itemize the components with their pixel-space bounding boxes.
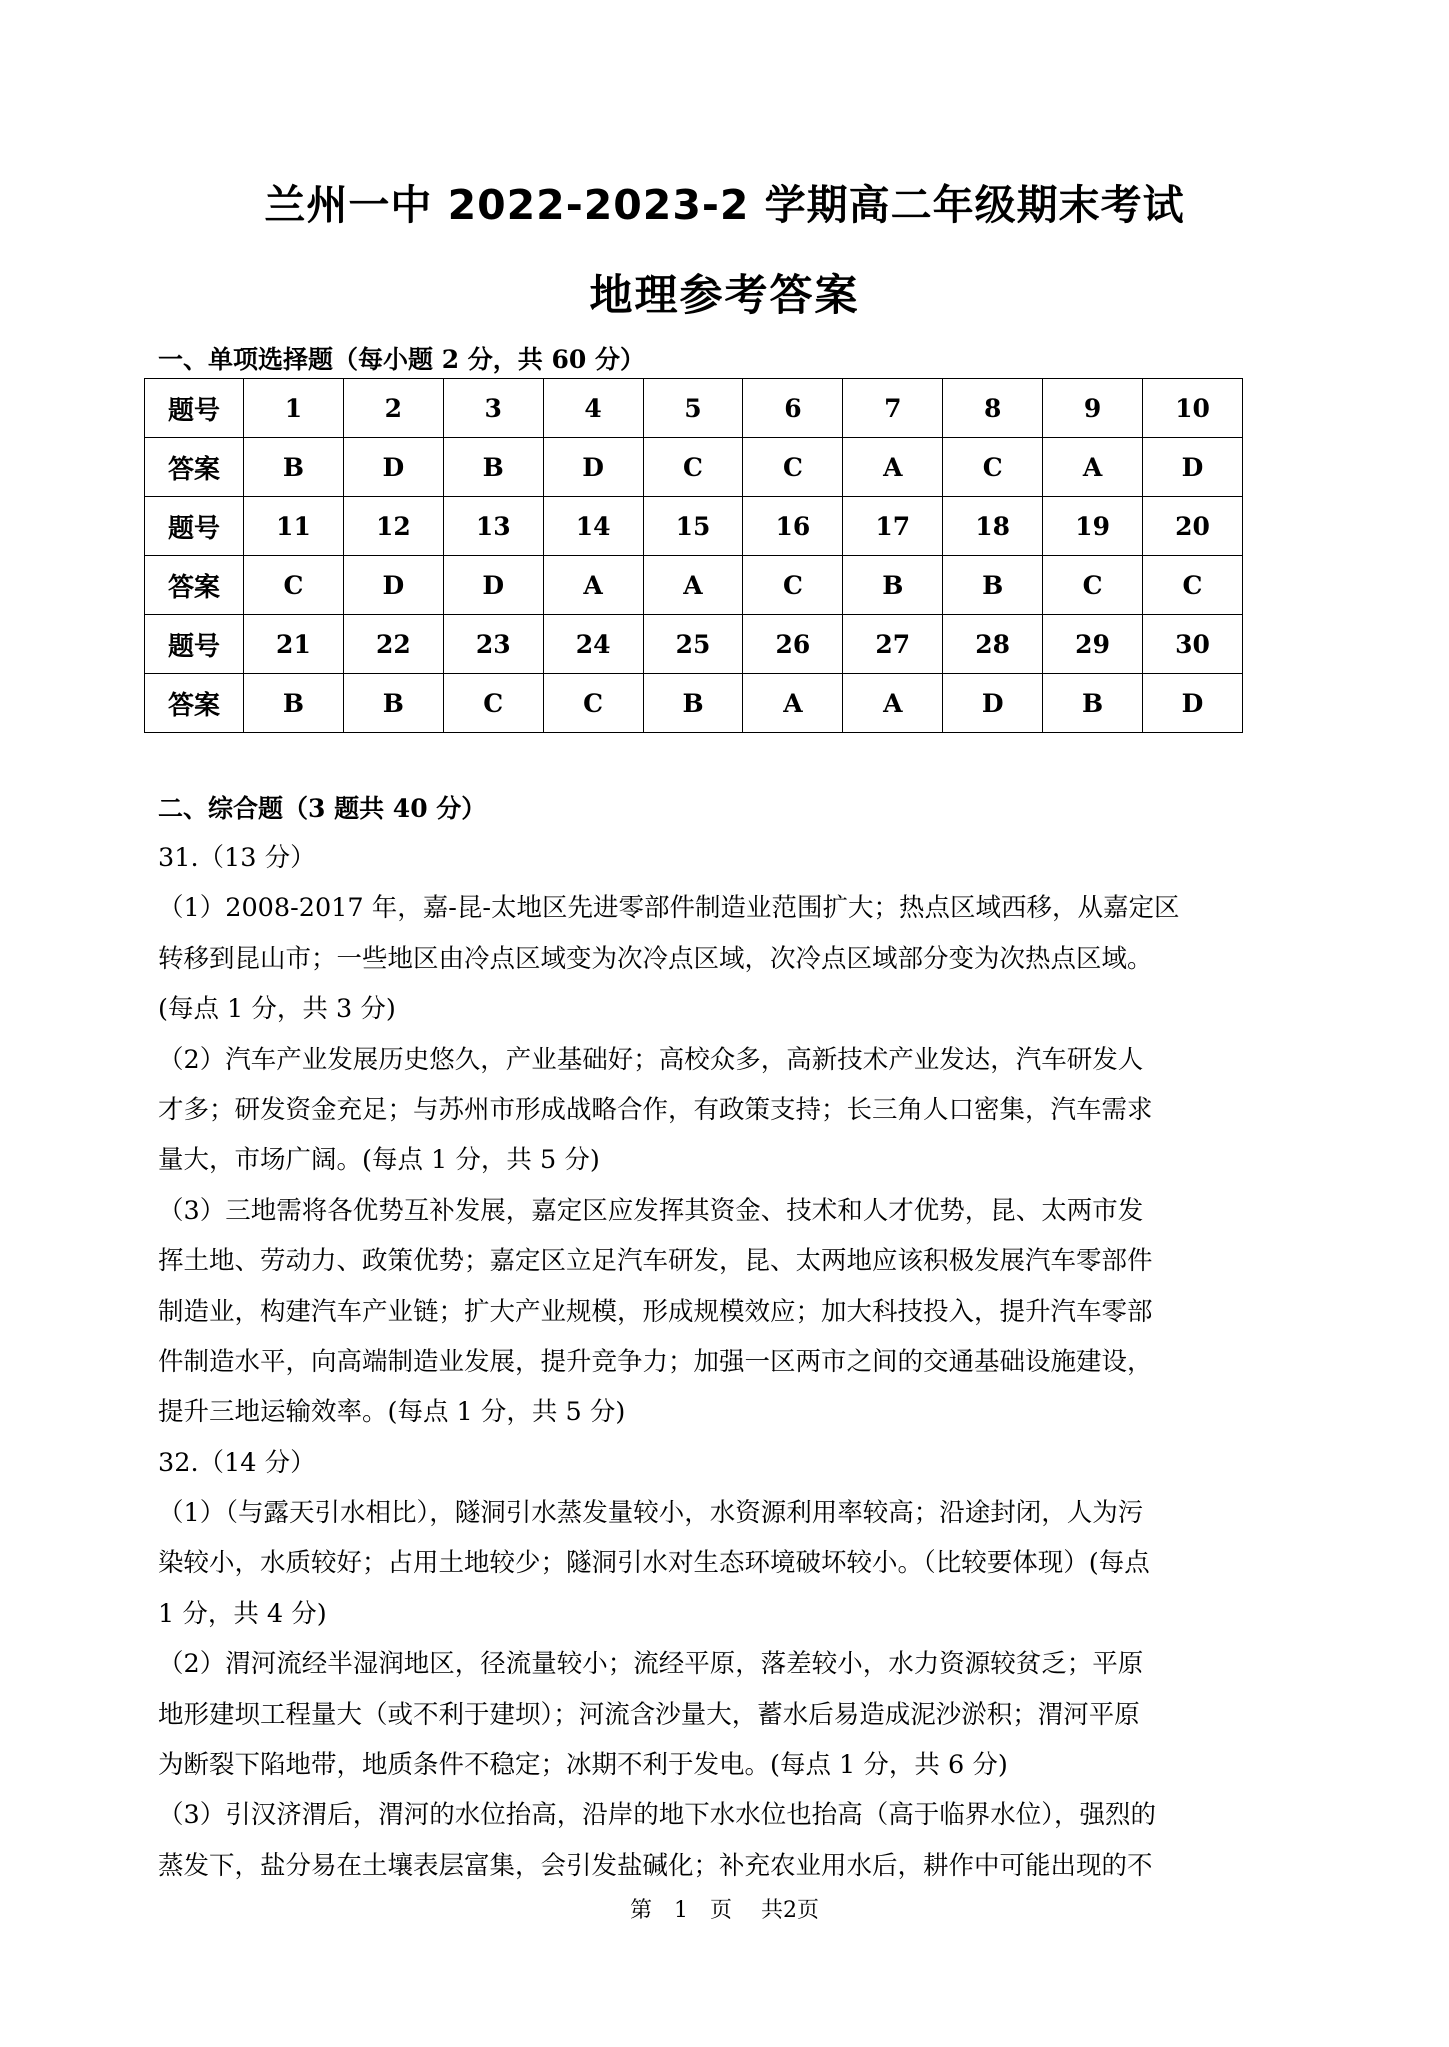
question-number-cell: 1: [244, 379, 344, 438]
answer-table: [144, 378, 1243, 733]
page-footer: 第 1 页 共2页: [630, 1898, 819, 1923]
answer-cell: B: [843, 556, 943, 615]
question-number-cell: 4: [543, 379, 643, 438]
table-row-answers: [145, 556, 1243, 615]
question-number-cell: 28: [943, 615, 1043, 674]
content-line: 地形建坝工程量大（或不利于建坝）；河流含沙量大，蓄水后易造成泥沙淤积；渭河平原: [158, 1699, 1140, 1730]
question-number-cell: 15: [643, 497, 743, 556]
answer-cell: C: [443, 674, 543, 733]
content-line: （3）引汉济渭后，渭河的水位抬高，沿岸的地下水水位也抬高（高于临界水位），强烈的: [158, 1800, 1156, 1831]
content-line: 件制造水平，向高端制造业发展，提升竞争力；加强一区两市之间的交通基础设施建设，: [158, 1346, 1153, 1377]
question-number-cell: 7: [843, 379, 943, 438]
row-label-number: 题号: [145, 615, 244, 674]
table-row-numbers: [145, 379, 1243, 438]
answer-cell: B: [443, 438, 543, 497]
question-number-cell: 10: [1143, 379, 1243, 438]
answer-cell: D: [343, 438, 443, 497]
answer-cell: D: [443, 556, 543, 615]
content-line: 量大，市场广阔。(每点 1 分，共 5 分): [158, 1145, 600, 1176]
row-label-answer: 答案: [145, 438, 244, 497]
content-line: 32.（14 分）: [158, 1447, 316, 1478]
answer-cell: C: [643, 438, 743, 497]
table-row-answers: [145, 438, 1243, 497]
answer-cell: A: [643, 556, 743, 615]
content-line: （1）2008-2017 年，嘉-昆-太地区先进零部件制造业范围扩大；热点区域西移，从嘉定区: [158, 893, 1180, 924]
content-line: 转移到昆山市；一些地区由冷点区域变为次冷点区域，次冷点区域部分变为次热点区域。: [158, 943, 1153, 974]
answer-cell: D: [543, 438, 643, 497]
question-number-cell: 18: [943, 497, 1043, 556]
table-row-numbers: [145, 615, 1243, 674]
question-number-cell: 22: [343, 615, 443, 674]
page-title: 兰州一中 2022-2023-2 学期高二年级期末考试: [264, 181, 1185, 229]
answer-cell: C: [543, 674, 643, 733]
question-number-cell: 25: [643, 615, 743, 674]
question-number-cell: 2: [343, 379, 443, 438]
content-line: (每点 1 分，共 3 分): [158, 994, 396, 1025]
answer-cell: A: [843, 438, 943, 497]
question-number-cell: 27: [843, 615, 943, 674]
answer-cell: C: [1143, 556, 1243, 615]
answer-cell: D: [1143, 438, 1243, 497]
question-number-cell: 30: [1143, 615, 1243, 674]
content-line: 才多；研发资金充足；与苏州市形成战略合作，有政策支持；长三角人口密集，汽车需求: [158, 1094, 1153, 1125]
question-number-cell: 3: [443, 379, 543, 438]
row-label-answer: 答案: [145, 674, 244, 733]
question-number-cell: 8: [943, 379, 1043, 438]
question-number-cell: 17: [843, 497, 943, 556]
row-label-number: 题号: [145, 497, 244, 556]
answer-cell: C: [943, 438, 1043, 497]
question-number-cell: 12: [343, 497, 443, 556]
row-label-answer: 答案: [145, 556, 244, 615]
answer-cell: B: [244, 674, 344, 733]
row-label-number: 题号: [145, 379, 244, 438]
table-row-numbers: [145, 497, 1243, 556]
content-line: 为断裂下陷地带，地质条件不稳定；冰期不利于发电。(每点 1 分，共 6 分): [158, 1750, 1008, 1781]
question-number-cell: 19: [1043, 497, 1143, 556]
content-line: 1 分，共 4 分): [158, 1598, 327, 1629]
content-line: 提升三地运输效率。(每点 1 分，共 5 分): [158, 1397, 626, 1428]
answer-cell: D: [1143, 674, 1243, 733]
section2-heading: 二、综合题（3 题共 40 分）: [158, 794, 487, 823]
question-number-cell: 20: [1143, 497, 1243, 556]
answer-cell: C: [244, 556, 344, 615]
question-number-cell: 24: [543, 615, 643, 674]
answer-content: [158, 833, 1308, 1891]
question-number-cell: 21: [244, 615, 344, 674]
content-line: （3）三地需将各优势互补发展，嘉定区应发挥其资金、技术和人才优势，昆、太两市发: [158, 1195, 1144, 1226]
answer-cell: C: [743, 556, 843, 615]
content-line: （1）（与露天引水相比），隧洞引水蒸发量较小，水资源利用率较高；沿途封闭，人为污: [158, 1498, 1144, 1529]
page-subtitle: 地理参考答案: [589, 271, 860, 321]
question-number-cell: 11: [244, 497, 344, 556]
question-number-cell: 13: [443, 497, 543, 556]
answer-cell: D: [343, 556, 443, 615]
answer-cell: C: [743, 438, 843, 497]
answer-cell: B: [643, 674, 743, 733]
question-number-cell: 26: [743, 615, 843, 674]
section1-heading: 一、单项选择题（每小题 2 分，共 60 分）: [158, 345, 646, 374]
content-line: 蒸发下，盐分易在土壤表层富集，会引发盐碱化；补充农业用水后，耕作中可能出现的不: [158, 1850, 1153, 1881]
answer-cell: A: [743, 674, 843, 733]
content-line: 31.（13 分）: [158, 843, 316, 873]
answer-cell: A: [543, 556, 643, 615]
content-line: （2）汽车产业发展历史悠久，产业基础好；高校众多，高新技术产业发达，汽车研发人: [158, 1044, 1144, 1075]
question-number-cell: 14: [543, 497, 643, 556]
question-number-cell: 6: [743, 379, 843, 438]
content-line: 制造业，构建汽车产业链；扩大产业规模，形成规模效应；加大科技投入，提升汽车零部: [158, 1296, 1153, 1327]
content-line: 挥土地、劳动力、政策优势；嘉定区立足汽车研发，昆、太两地应该积极发展汽车零部件: [158, 1246, 1153, 1277]
answer-cell: B: [343, 674, 443, 733]
answer-cell: B: [1043, 674, 1143, 733]
answer-cell: A: [1043, 438, 1143, 497]
content-line: 染较小，水质较好；占用土地较少；隧洞引水对生态环境破坏较小。（比较要体现）(每点: [158, 1548, 1150, 1579]
answer-cell: C: [1043, 556, 1143, 615]
answer-cell: D: [943, 674, 1043, 733]
answer-cell: B: [244, 438, 344, 497]
question-number-cell: 5: [643, 379, 743, 438]
answer-cell: B: [943, 556, 1043, 615]
table-row-answers: [145, 674, 1243, 733]
question-number-cell: 29: [1043, 615, 1143, 674]
question-number-cell: 23: [443, 615, 543, 674]
content-line: （2）渭河流经半湿润地区，径流量较小；流经平原，落差较小，水力资源较贫乏；平原: [158, 1649, 1144, 1680]
question-number-cell: 16: [743, 497, 843, 556]
question-number-cell: 9: [1043, 379, 1143, 438]
answer-cell: A: [843, 674, 943, 733]
